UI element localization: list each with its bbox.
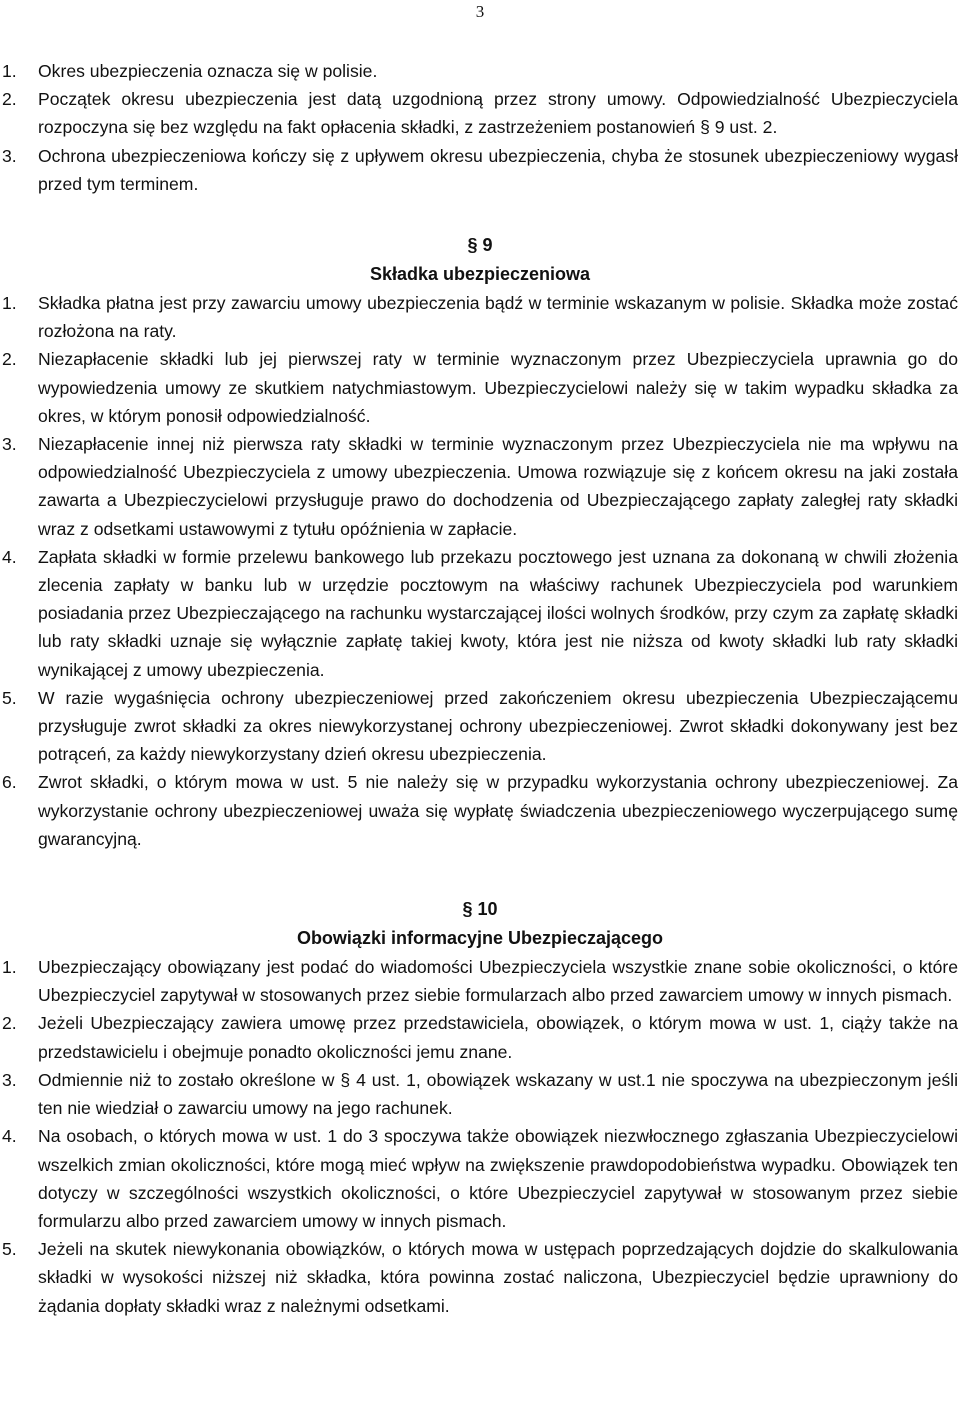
item-text: Niezapłacenie składki lub jej pierwszej raty w terminie wyznaczonym przez Ubezpieczyciela uprawnia go do wypowiedzenia umowy ze skutkiem natychmiastowym. Ubezpieczycielowi należy się w takim wypadku składka za okres, w którym ponosił odpowiedzialność. <box>38 349 958 426</box>
item-text: Składka płatna jest przy zawarciu umowy ubezpieczenia bądź w terminie wskazanym w polisie. Składka może zostać rozłożona na raty. <box>38 293 958 342</box>
section-number: § 10 <box>462 899 498 920</box>
page-number: 3 <box>475 2 485 21</box>
list-item <box>2 85 958 141</box>
item-number: 2. <box>2 1013 17 1034</box>
item-number: 5. <box>2 687 17 708</box>
list-item <box>2 345 958 430</box>
section-9 <box>2 231 958 853</box>
item-text: W razie wygaśnięcia ochrony ubezpieczeniowej przed zakończeniem okresu ubezpieczenia Ubezpieczającemu przysługuje zwrot składki za okres niewykorzystanej ochrony ubezpieczeniowej. Zwrot składki dokonywany jest bez potrąceń, za każdy niewykorzystany dzień okresu ubezpieczenia. <box>38 687 958 765</box>
item-text: Zapłata składki w formie przelewu bankowego lub przekazu pocztowego jest uznana za dokonaną w chwili złożenia zlecenia zapłaty w banku lub w urzędzie pocztowym na właściwy rachunek Ubezpieczyciela pod warunkiem posiadania przez Ubezpieczającego na rachunku wystarczającej ilości wolnych środków, przy czym za zapłatę składki lub raty składki uznaje się wyłącznie zapłatę takiej kwoty, która jest nie niższa od kwoty składki lub raty składki wynikającej z umowy ubezpieczenia. <box>38 546 958 680</box>
list-item <box>2 768 958 853</box>
item-text: Jeżeli Ubezpieczający zawiera umowę przez przedstawiciela, obowiązek, o którym mowa w ust. 1, ciąży także na przedstawicielu i obejmuje ponadto okoliczności jemu znane. <box>38 1013 958 1062</box>
item-text: Początek okresu ubezpieczenia jest datą uzgodnioną przez strony umowy. Odpowiedzialność Ubezpieczyciela rozpoczyna się bez względu na fakt opłacenia składki, z zastrzeżeniem postanowień § 9 ust. 2. <box>38 89 958 138</box>
item-text: Okres ubezpieczenia oznacza się w polisie. <box>38 61 378 81</box>
section-heading <box>2 895 958 953</box>
item-text: Zwrot składki, o którym mowa w ust. 5 nie należy się w przypadku wykorzystania ochrony ubezpieczeniowej. Za wykorzystanie ochrony ubezpieczeniowej uważa się wypłatę świadczenia ubezpieczeniowego wyczerpującego sumę gwarancyjną. <box>38 772 958 849</box>
item-number: 1. <box>2 61 17 81</box>
item-number: 3. <box>2 145 17 166</box>
document-body <box>2 57 958 1320</box>
section-heading <box>2 231 958 289</box>
item-number: 2. <box>2 89 17 110</box>
item-text: Na osobach, o których mowa w ust. 1 do 3 spoczywa także obowiązek niezwłocznego zgłaszania Ubezpieczycielowi wszelkich zmian okoliczności, które mogą mieć wpływ na zwiększenie prawdopodobieństwa wypadku. Obowiązek ten dotyczy w szczególności wszystkich okoliczności, o które Ubezpieczyciel zapytywał w stosowanym przez siebie formularzu albo przed zawarciem umowy w innych pismach. <box>38 1126 958 1231</box>
item-text: Ubezpieczający obowiązany jest podać do wiadomości Ubezpieczyciela wszystkie znane sobie okoliczności, o które Ubezpieczyciel zapytywał w stosowanych przez siebie formularzach albo przed zawarciem umowy w innych pismach. <box>38 957 958 1006</box>
section-number: § 9 <box>467 235 493 256</box>
item-number: 1. <box>2 957 17 978</box>
section-title: Obowiązki informacyjne Ubezpieczającego <box>296 928 664 949</box>
item-number: 1. <box>2 293 17 314</box>
item-number: 5. <box>2 1239 17 1260</box>
list-item <box>2 1066 958 1122</box>
item-number: 3. <box>2 434 17 455</box>
section-8-continuation <box>2 57 958 198</box>
list-item <box>2 142 958 198</box>
item-text: Ochrona ubezpieczeniowa kończy się z upływem okresu ubezpieczenia, chyba że stosunek ubezpieczeniowy wygasł przed tym terminem. <box>38 145 958 194</box>
list-item <box>2 684 958 769</box>
section-10 <box>2 895 958 1320</box>
list-item <box>2 1235 958 1320</box>
list-item <box>2 289 958 345</box>
list-item <box>2 1009 958 1065</box>
section-title: Składka ubezpieczeniowa <box>369 264 591 285</box>
list-item <box>2 543 958 684</box>
item-number: 4. <box>2 546 17 567</box>
item-number: 3. <box>2 1069 17 1090</box>
item-text: Jeżeli na skutek niewykonania obowiązków, o których mowa w ustępach poprzedzających dojdzie do skalkulowania składki w wysokości niższej niż składka, która powinna zostać naliczona, Ubezpieczyciel będzie uprawniony do żądania dopłaty składki wraz z należnymi odsetkami. <box>38 1239 958 1316</box>
item-text: Niezapłacenie innej niż pierwsza raty składki w terminie wyznaczonym przez Ubezpieczyciela nie ma wpływu na odpowiedzialność Ubezpieczyciela z umowy ubezpieczenia. Umowa rozwiązuje się z końcem okresu na jaki została zawarta a Ubezpieczycielowi przysługuje prawo do dochodzenia od Ubezpieczającego zapłaty zaległej raty składki wraz z odsetkami ustawowymi z tytułu opóźnienia w zapłacie. <box>38 434 958 539</box>
item-number: 2. <box>2 349 17 370</box>
item-text: Odmiennie niż to zostało określone w § 4 ust. 1, obowiązek wskazany w ust.1 nie spoczywa na ubezpieczonym jeśli ten nie wiedział o zawarciu umowy na jego rachunek. <box>38 1069 958 1119</box>
item-number: 4. <box>2 1126 17 1147</box>
list-item <box>2 953 958 1009</box>
list-item <box>2 1122 958 1235</box>
list-item <box>2 57 958 85</box>
list-item <box>2 430 958 543</box>
item-number: 6. <box>2 772 17 793</box>
